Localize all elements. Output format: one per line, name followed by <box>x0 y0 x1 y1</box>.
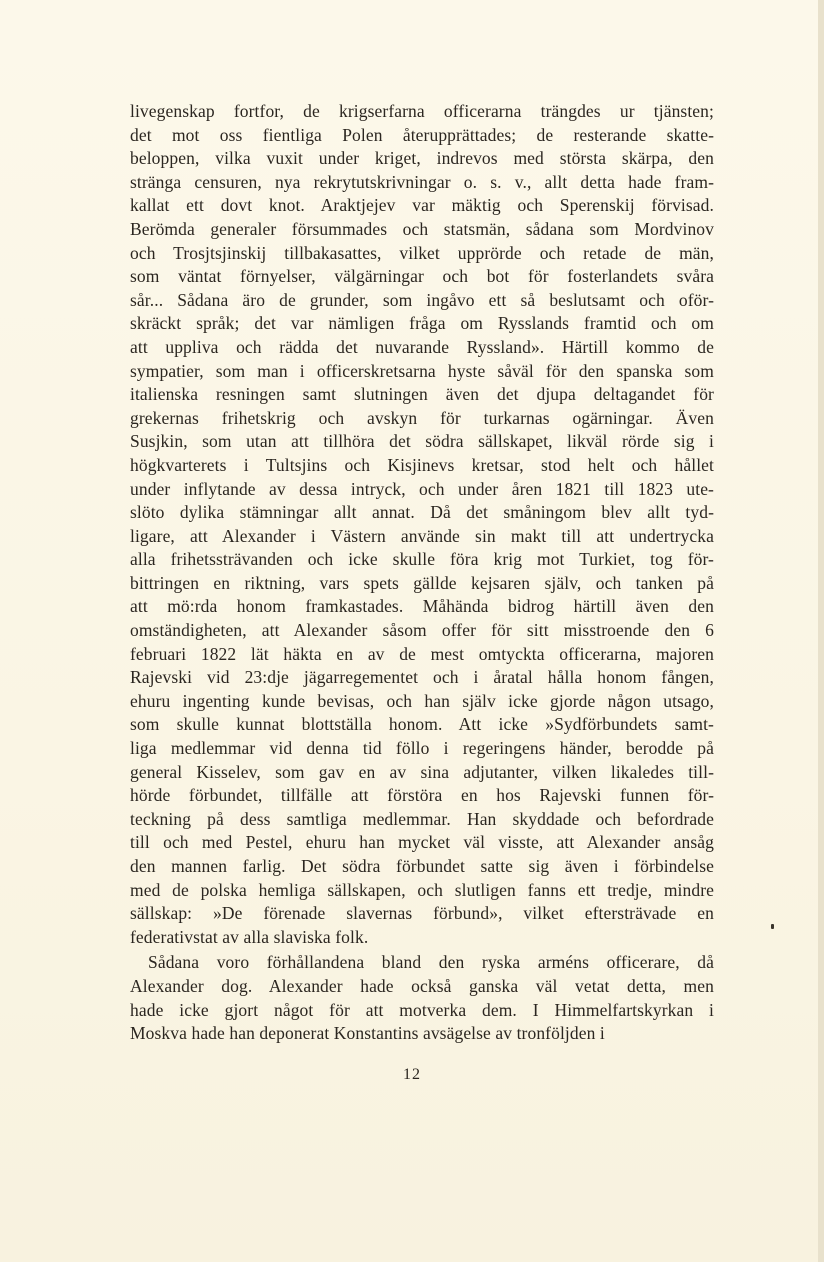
text-line: bittringen en riktning, vars spets gällde kejsaren själv, och tanken på <box>130 572 714 593</box>
text-line: till och med Pestel, ehuru han mycket väl visste, att Alexander ansåg <box>130 832 714 853</box>
text-line: liga medlemmar vid denna tid föllo i regeringens händer, berodde på <box>130 738 714 759</box>
text-line: omständigheten, att Alexander såsom offer för sitt misstroende den 6 <box>130 620 714 641</box>
text-line: att mö:rda honom framkastades. Måhända bidrog härtill även den <box>130 596 714 617</box>
text-line: hade icke gjort något för att motverka dem. I Himmelfartskyrkan i <box>130 999 714 1020</box>
text-line: att uppliva och rädda det nuvarande Ryssland». Härtill kommo de <box>130 336 714 357</box>
text-line: ligare, att Alexander i Västern använde sin makt till att undertrycka <box>130 525 714 546</box>
text-line: under inflytande av dessa intryck, och under åren 1821 till 1823 ute- <box>130 478 714 499</box>
text-line: februari 1822 lät häkta en av de mest omtyckta officerarna, majoren <box>130 643 714 664</box>
text-line: Susjkin, som utan att tillhöra det södra sällskapet, likväl rörde sig i <box>130 431 714 452</box>
body-text <box>130 100 714 1046</box>
text-line: som väntat förnyelser, välgärningar och bot för fosterlandets svåra <box>130 266 714 287</box>
text-line: ehuru ingenting kunde bevisas, och han själv icke gjorde någon utsago, <box>130 690 714 711</box>
text-line: högkvarterets i Tultsjins och Kisjinevs kretsar, stod helt och hållet <box>130 454 714 475</box>
text-line: slöto dylika stämningar allt annat. Då det småningom blev allt tyd- <box>130 502 714 523</box>
text-line: federativstat av alla slaviska folk. <box>130 926 369 947</box>
text-line: Moskva hade han deponerat Konstantins avsägelse av tronföljden i <box>130 1023 605 1044</box>
paragraph-1 <box>130 100 714 949</box>
text-line: sympatier, som man i officerskretsarna hyste såväl för den spanska som <box>130 360 714 381</box>
text-line: hörde förbundet, tillfälle att förstöra en hos Rajevski funnen för- <box>130 785 714 806</box>
text-line: italienska resningen samt slutningen även det djupa deltagandet för <box>130 384 714 405</box>
margin-mark <box>771 924 774 929</box>
text-line: Berömda generaler försummades och statsmän, sådana som Mordvinov <box>130 218 714 239</box>
text-line: Rajevski vid 23:dje jägarregementet och i åratal hålla honom fången, <box>130 667 714 688</box>
text-line: den mannen farlig. Det södra förbundet satte sig även i förbindelse <box>130 856 714 876</box>
text-line: kallat ett dovt knot. Araktjejev var mäktig och Sperenskij förvisad. <box>130 195 714 216</box>
text-line: sår... Sådana äro de grunder, som ingåvo ett så beslutsamt och oför- <box>130 289 714 310</box>
text-line: beloppen, vilka vuxit under kriget, indrevos med största skärpa, den <box>130 148 714 169</box>
text-line: teckning på dess samtliga medlemmar. Han skyddade och befordrade <box>130 808 714 829</box>
text-line: Alexander dog. Alexander hade också ganska väl vetat detta, men <box>130 975 714 996</box>
text-line: sällskap: »De förenade slavernas förbund», vilket eftersträvade en <box>130 903 714 924</box>
paragraph-2 <box>130 951 714 1045</box>
text-line: som skulle kunnat blottställa honom. Att icke »Sydförbundets samt- <box>130 714 714 735</box>
text-line: och Trosjtsjinskij tillbakasattes, vilket upprörde och retade de män, <box>130 242 714 263</box>
text-line: general Kisselev, som gav en av sina adjutanter, vilken likaledes till- <box>130 761 714 782</box>
text-line: stränga censuren, nya rekrytutskrivningar o. s. v., allt detta hade fram- <box>130 171 714 192</box>
text-line: alla frihetssträvanden och icke skulle föra krig mot Turkiet, tog för- <box>130 549 714 570</box>
text-line: grekernas frihetskrig och avskyn för turkarnas ogärningar. Även <box>130 407 714 428</box>
text-line: med de polska hemliga sällskapen, och slutligen fanns ett tredje, mindre <box>130 879 714 900</box>
text-line: livegenskap fortfor, de krigserfarna officerarna trängdes ur tjänsten; <box>130 101 714 121</box>
text-line: det mot oss fientliga Polen återupprättades; de resterande skatte- <box>130 124 714 145</box>
text-line: Sådana voro förhållandena bland den ryska arméns officerare, då <box>148 952 714 973</box>
page-number: 12 <box>403 1066 421 1083</box>
text-line: skräckt språk; det var nämligen fråga om Rysslands framtid och om <box>130 313 714 334</box>
